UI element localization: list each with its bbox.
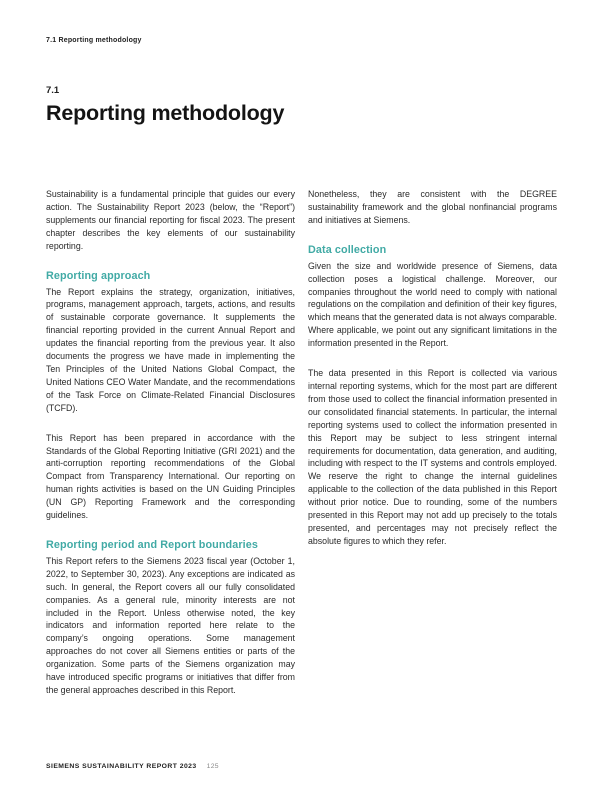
page-footer bbox=[46, 763, 219, 770]
footer-page-number: 125 bbox=[206, 763, 219, 770]
section-heading-data-collection: Data collection bbox=[308, 243, 387, 256]
footer-report-name: SIEMENS SUSTAINABILITY REPORT 2023 bbox=[46, 763, 197, 770]
left-column bbox=[46, 188, 295, 714]
body-paragraph: This Report has been prepared in accordance with the Standards of the Global Reporting Initiative (GRI 2021) and the anti-corruption reporting recommendations of the Global Compact from Transparency International. Our reporting on human rights activities is based on the UN Guiding Principles (UN GP) Reporting Framework and the corresponding guidelines. bbox=[46, 432, 295, 521]
chapter-number: 7.1 bbox=[46, 85, 60, 96]
content-columns bbox=[46, 188, 557, 714]
running-header: 7.1 Reporting methodology bbox=[46, 37, 142, 44]
page-title: Reporting methodology bbox=[46, 101, 285, 125]
section-heading-reporting-approach: Reporting approach bbox=[46, 269, 151, 282]
section-heading-reporting-period: Reporting period and Report boundaries bbox=[46, 538, 258, 551]
body-paragraph: Given the size and worldwide presence of Siemens, data collection poses a logistical challenge. Moreover, our companies throughout the world need to comply with national regulations on the compilation and definition of their key figures, which means that the generated data is not always comparable. Where applicable, we point out any significant limitations in the information presented in the Report. bbox=[308, 260, 557, 349]
body-paragraph: The data presented in this Report is collected via various internal reporting systems, which for the most part are different from those used to collect the financial information presented in our consolidated financial statements. In particular, the internal reporting systems used to collect the information presented in this Report may be subject to less stringent internal requirements for documentation, data generation, and auditing, including with respect to the IT systems and controls employed. We reserve the right to change the internal guidelines applicable to the collection of the data published in this Report without prior notice. Due to rounding, some of the numbers presented in this Report may not add up precisely to the totals presented, and percentages may not precisely reflect the absolute figures to which they refer. bbox=[308, 368, 557, 546]
title-block bbox=[46, 85, 546, 125]
intro-paragraph: Sustainability is a fundamental principle that guides our every action. The Sustainability Report 2023 (below, the “Report”) supplements our financial reporting for fiscal 2023. The present chapter describes the key elements of our sustainability reporting. bbox=[46, 189, 295, 251]
body-paragraph: The Report explains the strategy, organization, initiatives, programs, management approach, targets, actions, and results of sustainable corporate governance. It supplements the financial reporting provided in the current Annual Report and updates the financial reporting from the previous year. It also documents the progress we have made in implementing the Ten Principles of the United Nations Global Compact, the United Nations CEO Water Mandate, and the recommendations of the Task Force on Climate-Related Financial Disclosures (TCFD). bbox=[46, 286, 295, 413]
intro-paragraph: Nonetheless, they are consistent with the DEGREE sustainability framework and the global nonfinancial programs and initiatives at Siemens. bbox=[308, 189, 557, 225]
body-paragraph: This Report refers to the Siemens 2023 fiscal year (October 1, 2022, to September 30, 2023). Any exceptions are indicated as such. In general, the Report covers all our fully consolidated companies. As a general rule, minority interests are not included in the Report. Unless otherwise noted, the key indicators and information reported here relate to the company’s ongoing operations. Some management approaches do not cover all Siemens entities or parts of the organization. Some parts of the Siemens organization may have introduced specific programs or initiatives that differ from the general approaches described in this Report. bbox=[46, 555, 295, 695]
right-column bbox=[308, 188, 557, 714]
